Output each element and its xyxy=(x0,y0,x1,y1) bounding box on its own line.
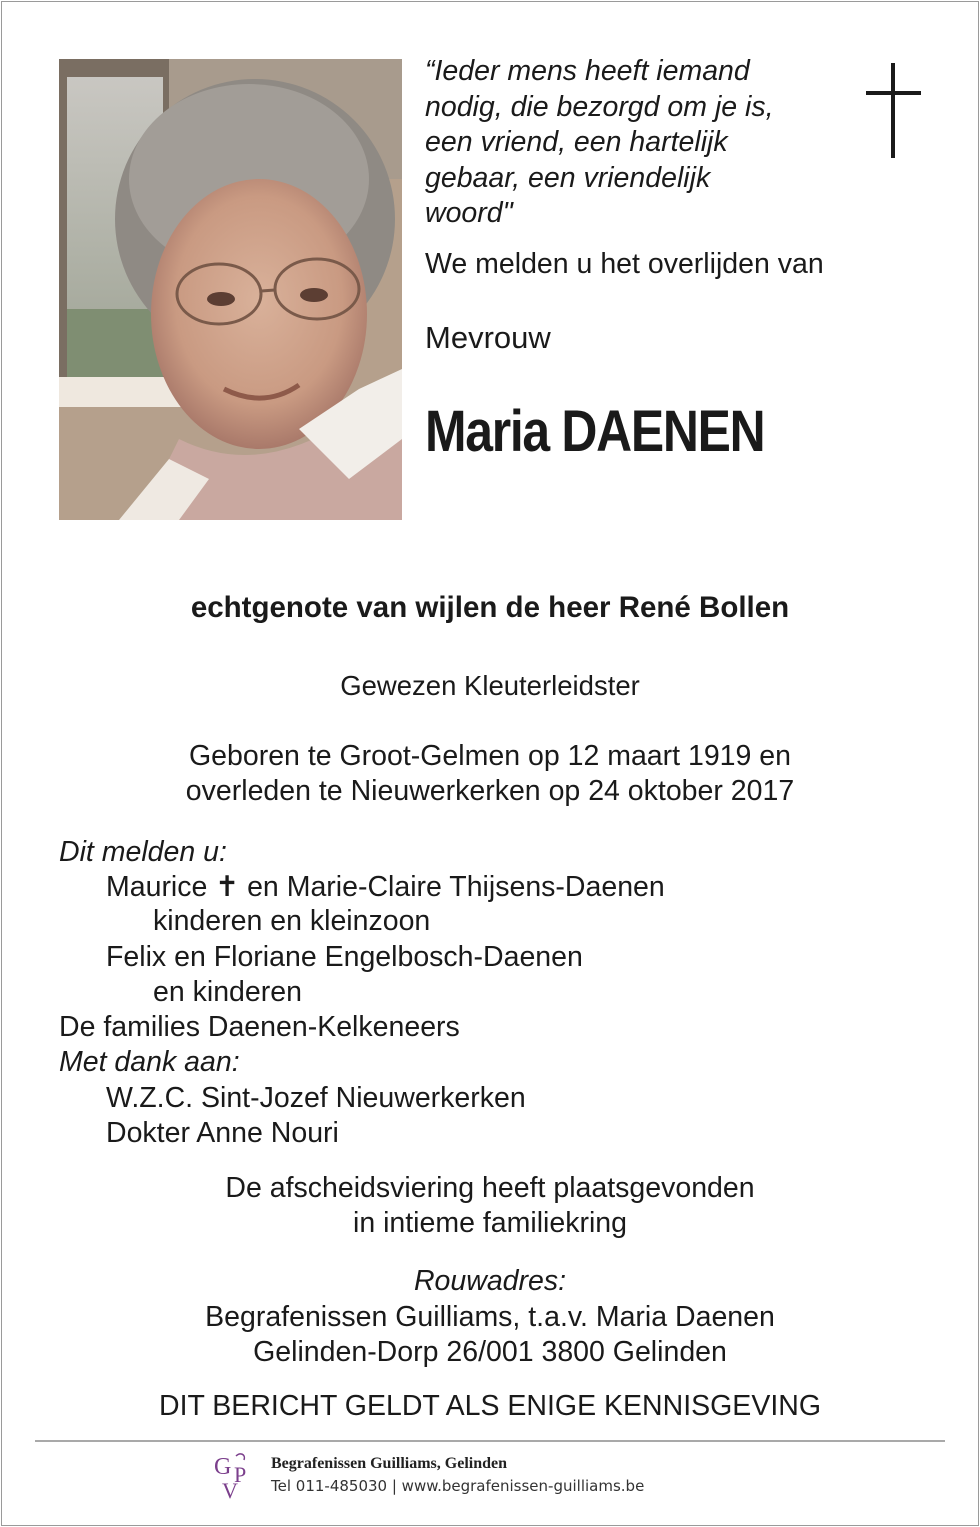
ceremony-line: De afscheidsviering heeft plaatsgevonden xyxy=(225,1172,755,1204)
funeral-home-logo xyxy=(212,1452,260,1502)
quote-line: nodig, die bezorgd om je is, xyxy=(425,90,774,123)
portrait-photo xyxy=(59,59,402,520)
funeral-home-contact: Tel 011-485030 | www.begrafenissen-guilliams.be xyxy=(271,1477,645,1495)
address-line: Gelinden-Dorp 26/001 3800 Gelinden xyxy=(253,1336,727,1368)
quote xyxy=(425,54,774,232)
svg-text:G: G xyxy=(214,1454,232,1480)
death-line: overleden te Nieuwerkerken op 24 oktober 2017 xyxy=(185,775,795,807)
quote-line: “Ieder mens heeft iemand xyxy=(425,55,750,87)
footer-divider xyxy=(35,1440,945,1442)
family-heading: Dit melden u: xyxy=(59,836,227,868)
funeral-home-name: Begrafenissen Guilliams, Gelinden xyxy=(271,1455,508,1472)
birth-death-info xyxy=(0,739,980,809)
occupation: Gewezen Kleuterleidster xyxy=(340,670,640,701)
address-heading: Rouwadres: xyxy=(413,1265,567,1297)
notice-text: DIT BERICHT GELDT ALS ENIGE KENNISGEVING xyxy=(158,1390,821,1422)
honorific: Mevrouw xyxy=(425,320,551,355)
thanks-line: Dokter Anne Nouri xyxy=(106,1117,339,1149)
spouse-line: echtgenote van wijlen de heer René Bollen xyxy=(190,591,790,624)
family-line: kinderen en kleinzoon xyxy=(153,905,431,937)
thanks-heading: Met dank aan: xyxy=(59,1046,240,1078)
thanks-line: W.Z.C. Sint-Jozef Nieuwerkerken xyxy=(106,1082,526,1114)
address-line: Begrafenissen Guilliams, t.a.v. Maria Daenen xyxy=(205,1301,775,1333)
deceased-name: Maria DAENEN xyxy=(425,399,765,464)
cross-icon xyxy=(866,63,921,158)
quote-line: gebaar, een vriendelijk xyxy=(425,161,711,194)
intro-text: We melden u het overlijden van xyxy=(425,248,824,280)
ceremony-line: in intieme familiekring xyxy=(352,1207,628,1239)
family-line: Maurice ✝ en Marie-Claire Thijsens-Daenen xyxy=(106,871,665,903)
quote-line: een vriend, een hartelijk xyxy=(425,126,728,158)
birth-line: Geboren te Groot-Gelmen op 12 maart 1919 en xyxy=(188,740,792,772)
family-line: Felix en Floriane Engelbosch-Daenen xyxy=(106,941,583,973)
portrait-illustration xyxy=(59,59,402,520)
family-line: en kinderen xyxy=(153,976,302,1008)
svg-text:P: P xyxy=(234,1462,247,1487)
quote-line: woord" xyxy=(425,197,513,229)
family-line: De families Daenen-Kelkeneers xyxy=(59,1011,460,1043)
svg-text:V: V xyxy=(222,1478,238,1502)
